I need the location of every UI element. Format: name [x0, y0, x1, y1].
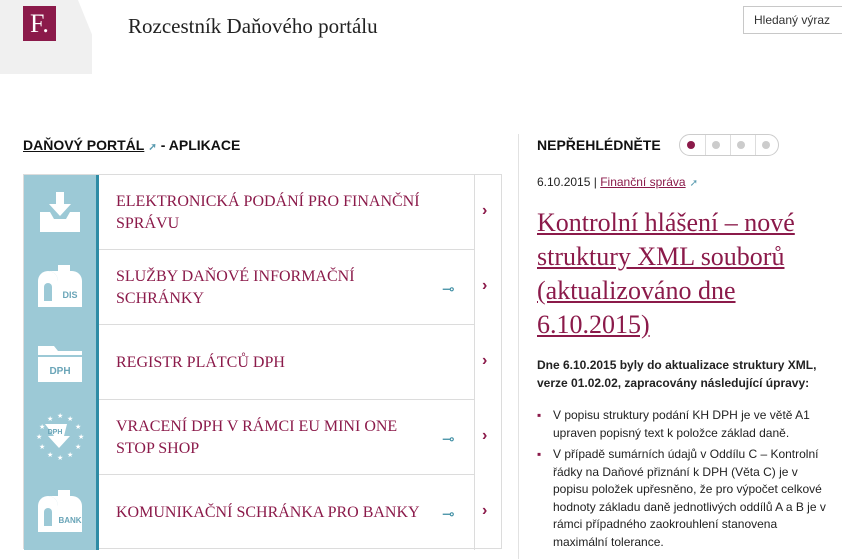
- news-source-link[interactable]: Finanční správa: [600, 175, 686, 189]
- icon-text: DPH: [49, 366, 71, 377]
- eu-stars-icon: [35, 412, 85, 462]
- app-label: VRACENÍ DPH V RÁMCI EU MINI ONE STOP SHOP: [116, 417, 398, 457]
- bullet-text: V případě sumárních údajů v Oddílu C – Kontrolní řádky na Daňové přiznání k DPH (Věta C) je v popisu položek upřesněno, že pro výpočet celkové hodnoty základu daně jednotlivých oddílů A a B je v rámci případného zaokrouhlení stanovena maximální tolerance.: [553, 447, 826, 549]
- chevron-right-icon: ›: [482, 277, 488, 294]
- app-label: ELEKTRONICKÁ PODÁNÍ PRO FINANČNÍ SPRÁVU: [116, 192, 420, 232]
- svg-text:★: ★: [47, 451, 54, 459]
- logo[interactable]: F.: [23, 6, 56, 41]
- news-meta: [537, 175, 698, 189]
- carousel-dot-2[interactable]: [712, 141, 720, 149]
- news-heading: NEPŘEHLÉDNĚTE: [537, 137, 661, 153]
- breadcrumb-current: - APLIKACE: [160, 137, 241, 153]
- app-accent-bar: [96, 250, 99, 325]
- app-accent-bar: [96, 475, 99, 550]
- app-item-moss[interactable]: [24, 400, 501, 475]
- pager-separator: [730, 135, 731, 155]
- bullet-marker: ▪: [537, 447, 542, 461]
- pager-separator: [705, 135, 706, 155]
- svg-text:★: ★: [78, 433, 85, 441]
- bullet-text: V popisu struktury podání KH DPH je ve větě A1 upraven popisný text k položce základ daně.: [553, 408, 810, 440]
- svg-text:★: ★: [57, 454, 64, 462]
- carousel-dot-1[interactable]: [687, 141, 695, 149]
- news-bullet: [537, 446, 832, 551]
- column-divider: [518, 134, 519, 559]
- svg-text:★: ★: [67, 415, 74, 423]
- svg-text:★: ★: [39, 443, 46, 451]
- app-icon-tile: [24, 175, 96, 250]
- chevron-right-icon: ›: [482, 502, 488, 519]
- icon-text: DIS: [62, 290, 78, 300]
- app-accent-bar: [96, 400, 99, 475]
- icon-text: DPH: [47, 429, 63, 436]
- search-input[interactable]: Hledaný výraz: [743, 6, 842, 34]
- app-accent-bar: [96, 325, 99, 400]
- news-title-link[interactable]: Kontrolní hlášení – nové struktury XML souborů (aktualizováno dne 6.10.2015): [537, 208, 795, 339]
- key-icon: ⊸: [442, 431, 455, 448]
- app-item-elektronicka-podani[interactable]: [24, 175, 501, 250]
- news-lead: Dne 6.10.2015 byly do aktualizace struktury XML, verze 01.02.02, zapracovány následující úpravy:: [537, 358, 817, 390]
- carousel-pager: [679, 134, 779, 156]
- bullet-marker: ▪: [537, 408, 542, 422]
- app-icon-tile: [24, 400, 96, 475]
- app-arrow-button[interactable]: [474, 400, 502, 475]
- app-accent-bar: [96, 175, 99, 250]
- chevron-right-icon: ›: [482, 202, 488, 219]
- external-link-icon: ➚: [689, 178, 698, 189]
- app-arrow-button[interactable]: [474, 175, 502, 250]
- breadcrumb-link-danovy-portal[interactable]: DAŇOVÝ PORTÁL: [23, 137, 145, 153]
- site-title: Rozcestník Daňového portálu: [128, 14, 378, 38]
- external-link-icon: ➚: [148, 142, 157, 153]
- pager-separator: [755, 135, 756, 155]
- svg-text:★: ★: [67, 451, 74, 459]
- app-icon-tile: [24, 475, 96, 550]
- app-arrow-button[interactable]: [474, 325, 502, 400]
- svg-text:★: ★: [57, 412, 64, 420]
- app-item-dis[interactable]: [24, 250, 501, 325]
- chevron-right-icon: ›: [482, 352, 488, 369]
- app-arrow-button[interactable]: [474, 250, 502, 325]
- mailbox-icon: [36, 265, 84, 311]
- mailbox-icon: [36, 490, 84, 536]
- carousel-dot-4[interactable]: [762, 141, 770, 149]
- icon-text: BANK: [58, 516, 82, 525]
- app-label: KOMUNIKAČNÍ SCHRÁNKA PRO BANKY: [116, 503, 420, 521]
- svg-text:★: ★: [75, 443, 82, 451]
- chevron-right-icon: ›: [482, 427, 488, 444]
- app-list: [23, 174, 502, 549]
- app-item-registr-platcu[interactable]: [24, 325, 501, 400]
- key-icon: ⊸: [442, 281, 455, 298]
- svg-text:★: ★: [75, 423, 82, 431]
- app-icon-tile: [24, 325, 96, 400]
- svg-text:★: ★: [36, 433, 43, 441]
- news-date: 6.10.2015: [537, 175, 591, 189]
- folder-icon: [36, 340, 84, 386]
- header-slant: [78, 0, 108, 74]
- app-label: SLUŽBY DAŇOVÉ INFORMAČNÍ SCHRÁNKY: [116, 267, 355, 307]
- key-icon: ⊸: [442, 506, 455, 523]
- meta-separator: |: [593, 175, 597, 189]
- news-bullet: [537, 407, 832, 442]
- app-icon-tile: [24, 250, 96, 325]
- breadcrumb: [23, 137, 240, 153]
- app-arrow-button[interactable]: [474, 475, 502, 550]
- app-item-komunikacni-schranka[interactable]: [24, 475, 501, 550]
- app-label: REGISTR PLÁTCŮ DPH: [116, 353, 285, 371]
- carousel-dot-3[interactable]: [737, 141, 745, 149]
- svg-text:★: ★: [47, 415, 54, 423]
- inbox-download-icon: [36, 190, 84, 236]
- svg-text:★: ★: [39, 423, 46, 431]
